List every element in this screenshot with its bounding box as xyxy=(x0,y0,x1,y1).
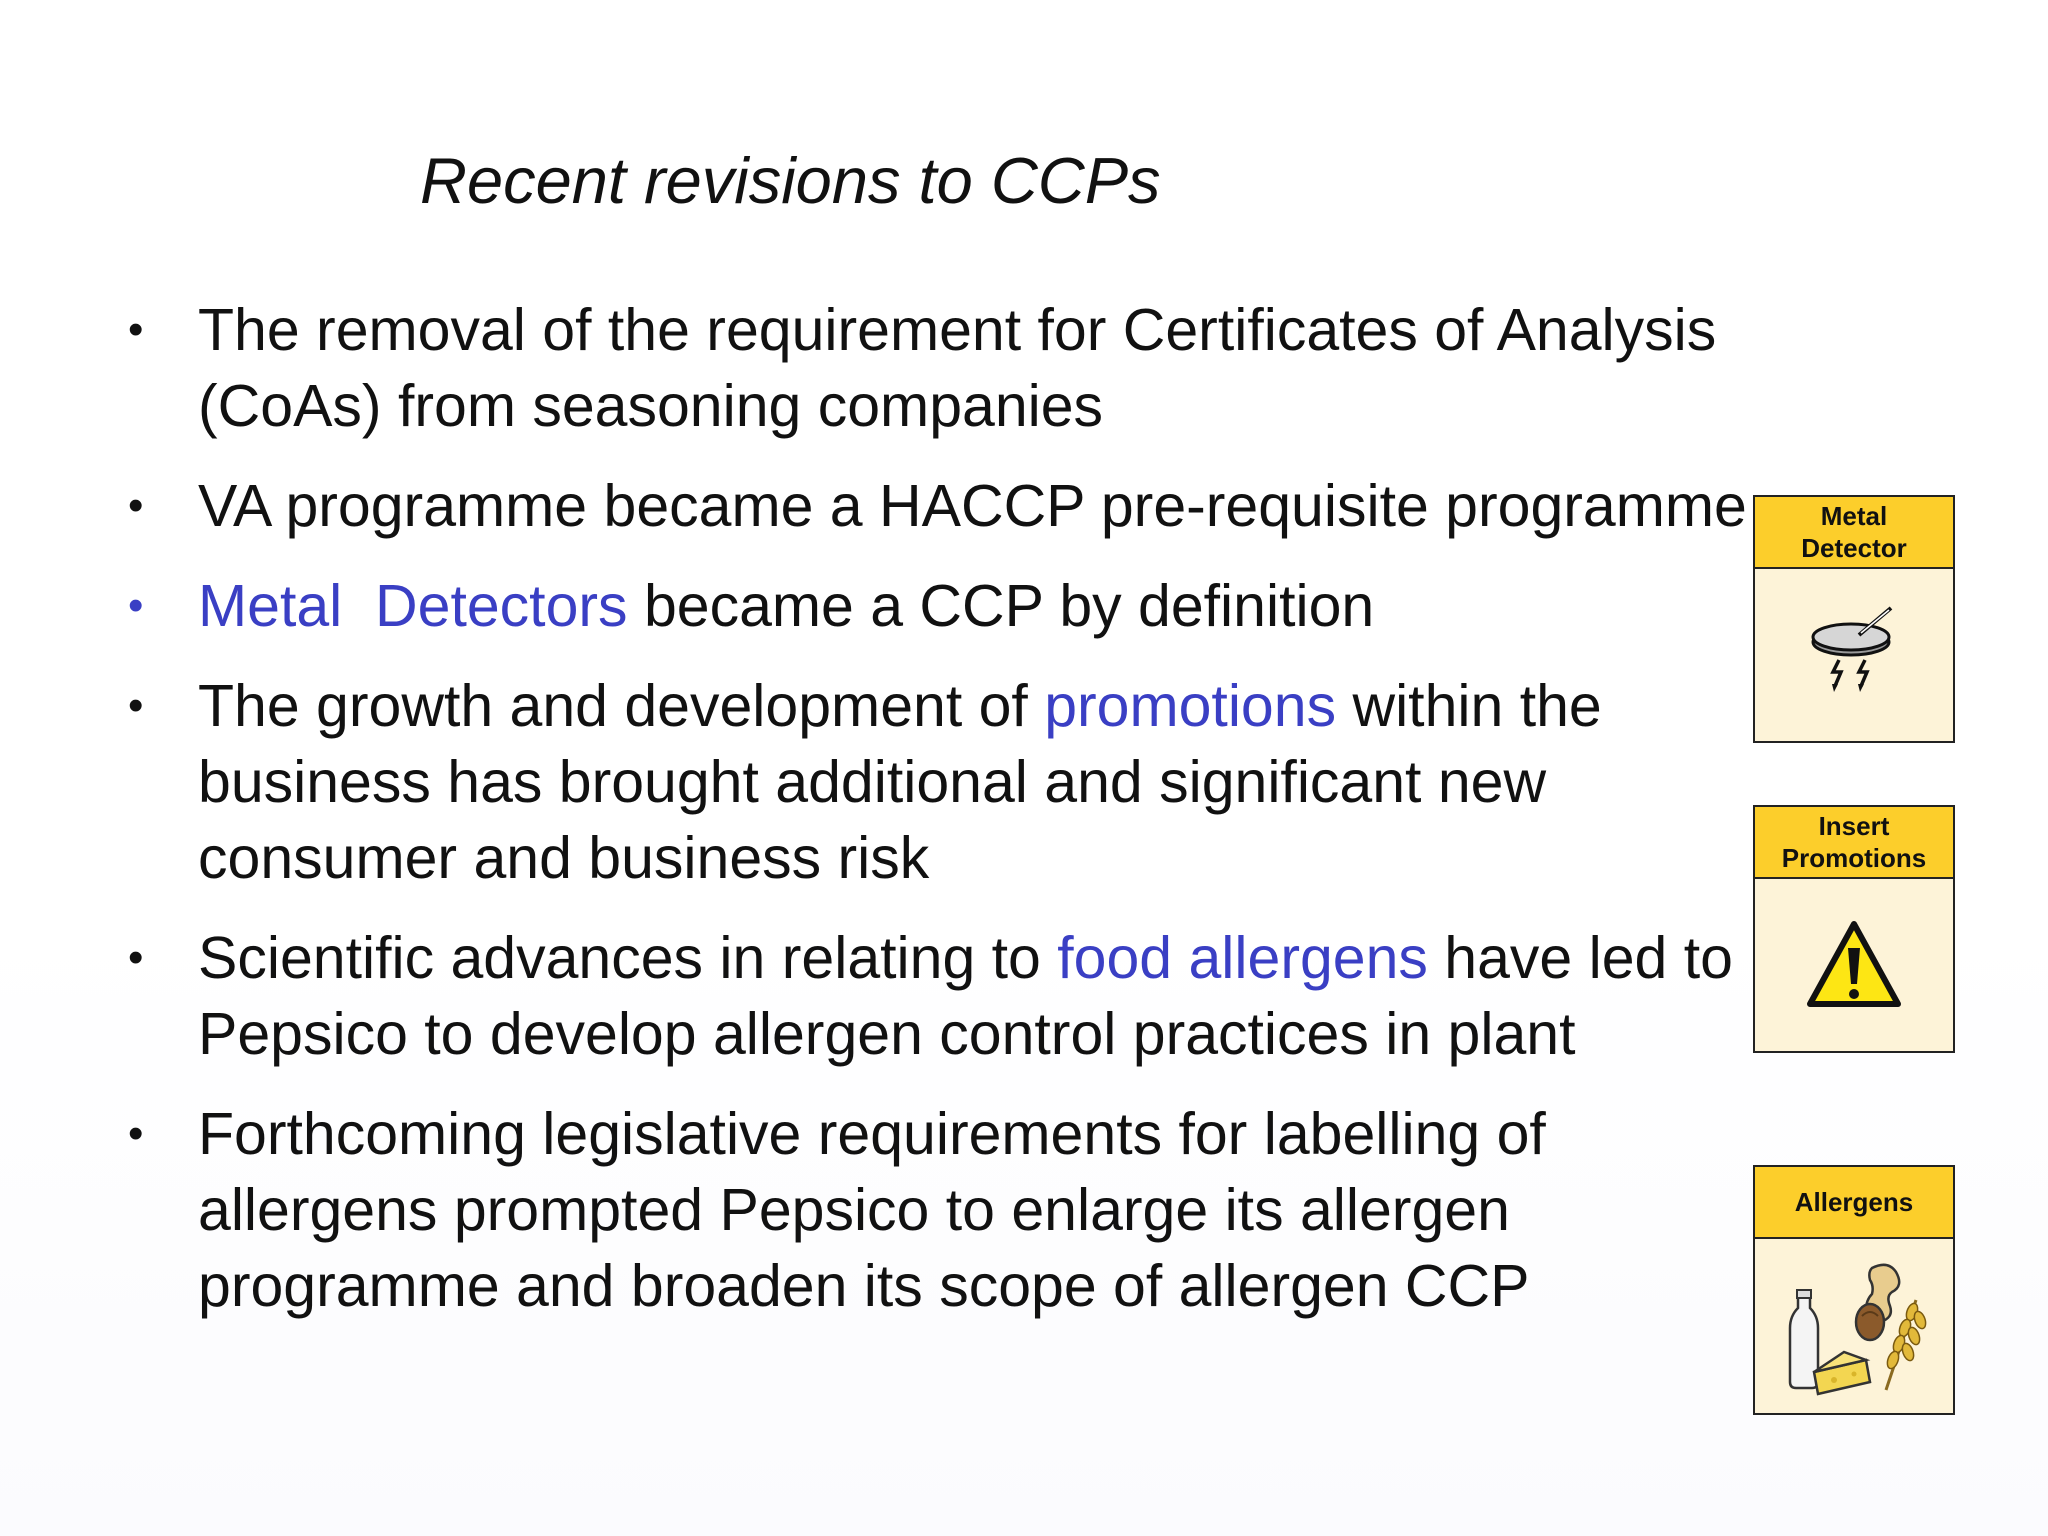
card-body xyxy=(1755,569,1953,741)
card-label: Allergens xyxy=(1755,1167,1953,1239)
bullet-highlight: Metal Detectors xyxy=(198,573,628,639)
bullet-item xyxy=(128,668,1748,896)
allergens-icon xyxy=(1774,1256,1934,1396)
metal-detector-icon xyxy=(1799,600,1909,710)
bullet-text: Forthcoming legislative requirements for labelling of allergens prompted Pepsico to enlarge its allergen programme and broaden its scope of allergen CCP xyxy=(198,1101,1546,1319)
warning-triangle-icon xyxy=(1804,918,1904,1013)
bullet-text: became a CCP by definition xyxy=(627,573,1375,639)
allergens-card xyxy=(1753,1165,1955,1415)
bullet-dot: • xyxy=(128,305,144,354)
bullet-highlight: promotions xyxy=(1044,673,1337,739)
card-label: Insert Promotions xyxy=(1755,807,1953,879)
bullet-dot: • xyxy=(128,1109,144,1158)
slide-title: Recent revisions to CCPs xyxy=(420,144,1161,217)
bullet-list xyxy=(128,292,1748,1348)
bullet-dot: • xyxy=(128,681,144,730)
bullet-item xyxy=(128,568,1748,644)
card-body xyxy=(1755,1239,1953,1413)
bullet-text: The growth and development of xyxy=(198,673,1045,739)
bullet-text: have led to Pepsico to develop allergen control practices in plant xyxy=(198,925,1733,1067)
bullet-dot: • xyxy=(128,933,144,982)
metal-detector-card xyxy=(1753,495,1955,743)
bullet-text: Scientific advances in relating to xyxy=(198,925,1058,991)
bullet-text: The removal of the requirement for Certificates of Analysis (CoAs) from seasoning companies xyxy=(198,297,1717,439)
bullet-item xyxy=(128,292,1748,444)
bullet-dot: • xyxy=(128,581,144,630)
bullet-item xyxy=(128,920,1748,1072)
card-label: Metal Detector xyxy=(1755,497,1953,569)
bullet-text: within the business has brought additional and significant new consumer and business risk xyxy=(198,673,1602,891)
bullet-text: VA programme became a HACCP pre-requisite programme xyxy=(198,473,1747,539)
bullet-item xyxy=(128,468,1748,544)
insert-promotions-card xyxy=(1753,805,1955,1053)
bullet-dot: • xyxy=(128,481,144,530)
bullet-highlight: food allergens xyxy=(1057,925,1428,991)
bullet-item xyxy=(128,1096,1748,1324)
card-body xyxy=(1755,879,1953,1051)
